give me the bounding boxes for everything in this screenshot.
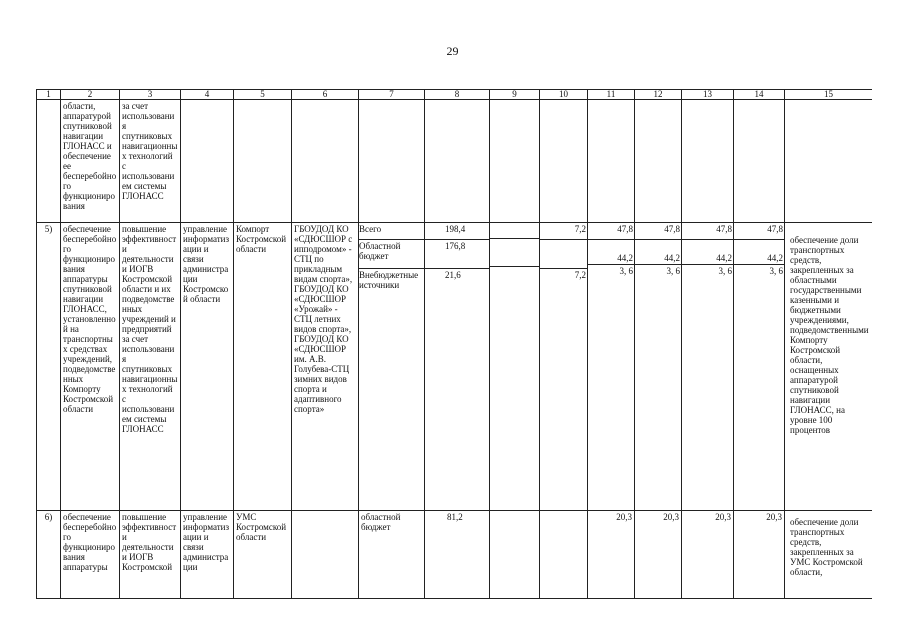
column-number: 11 (588, 90, 635, 100)
cell-result: обеспечение доли транспортных средств, закрепленных за УМС Костромской области, (785, 511, 873, 599)
value: 44,2 (682, 240, 734, 265)
value (540, 240, 588, 269)
column-number: 7 (359, 90, 425, 100)
cell-year (540, 100, 588, 223)
cell-year: 20,3 (635, 511, 682, 599)
row-number: 5) (37, 223, 61, 511)
cell-year (588, 100, 635, 223)
cell-total: 81,2 (425, 511, 490, 599)
value: 44,2 (635, 240, 682, 265)
column-number-row (37, 90, 873, 100)
cell-year-13 (682, 223, 734, 511)
cell-participant (234, 100, 292, 223)
cell-event: обеспечение бесперебойного функционирования аппаратуры (61, 511, 120, 599)
column-number: 6 (292, 90, 359, 100)
cell-participant: Компорт Костромской области (234, 223, 292, 511)
cell-total-split (425, 223, 490, 511)
column-number: 10 (540, 90, 588, 100)
cell-source (359, 100, 425, 223)
cell-goal: повышение эффективности деятельности и ИОГВ Костромской (120, 511, 181, 599)
cell-year: 20,3 (682, 511, 734, 599)
cell-result: обеспечение доли транспортных средств, закрепленных за областными государственными казенными и бюджетными учреждениями, подведомственными Компорту Костромской области, оснащенных аппаратурой спутниковой навигации ГЛОНАСС, на уровне 100 процентов (785, 223, 873, 511)
column-number: 9 (490, 90, 540, 100)
cell-source-split (359, 223, 425, 511)
cell-institution: ГБОУДОД КО «СДЮСШОР с ипподромом» - СТЦ по прикладным видам спорта», ГБОУДОД КО «СДЮСШОР «Урожай» - СТЦ летних видов спорта», ГБОУДОД КО «СДЮСШОР им. А.В. Голубева-СТЦ зимних видов спорта и адаптивного спорта» (292, 223, 359, 511)
value: 44,2 (734, 240, 785, 265)
source-all: Всего (359, 223, 425, 240)
cell-goal: повышение эффективности деятельности и ИОГВ Костромской области и их подведомственных учреждений и предприятий за счет использования спутниковых навигационных технологий с использованием системы ГЛОНАСС (120, 223, 181, 511)
column-number: 13 (682, 90, 734, 100)
cell-year (734, 100, 785, 223)
column-number: 1 (37, 90, 61, 100)
cell-result (785, 100, 873, 223)
value: 47,8 (734, 223, 785, 240)
cell-year-11 (588, 223, 635, 511)
table-row-6 (37, 511, 873, 599)
value: 7,2 (540, 223, 588, 240)
row-number: 6) (37, 511, 61, 599)
cell-year (635, 100, 682, 223)
cell-event: обеспечение бесперебойного функционирования аппаратуры спутниковой навигации ГЛОНАСС, установленной на транспортных средствах учреждений, подведомственных Компорту Костромской области (61, 223, 120, 511)
table-row-continuation (37, 100, 873, 223)
column-number: 4 (181, 90, 234, 100)
value: 44,2 (588, 240, 635, 265)
cell-executor: управление информатизации и связи администрации (181, 511, 234, 599)
cell-year (490, 100, 540, 223)
cell-year: 20,3 (588, 511, 635, 599)
column-number: 5 (234, 90, 292, 100)
cell-executor: управление информатизации и связи администрации Костромской области (181, 223, 234, 511)
column-number: 2 (61, 90, 120, 100)
cell-institution (292, 100, 359, 223)
total-all: 198,4 (425, 223, 490, 240)
cell-institution (292, 511, 359, 599)
value: 3, 6 (718, 266, 732, 276)
cell-event: области, аппаратурой спутниковой навигации ГЛОНАСС и обеспечение ее бесперебойного функционирования (61, 100, 120, 223)
column-number: 8 (425, 90, 490, 100)
cell-year: 20,3 (734, 511, 785, 599)
cell-year-10 (540, 223, 588, 511)
total-extrabudget: 21,6 (445, 270, 461, 280)
source-extrabudget: Внебюджетные источники (359, 270, 419, 290)
column-number: 15 (785, 90, 873, 100)
cell-source: областной бюджет (359, 511, 425, 599)
value: 3, 6 (769, 266, 783, 276)
cell-participant: УМС Костромской области (234, 511, 292, 599)
value: 47,8 (635, 223, 682, 240)
value: 3, 6 (619, 266, 633, 276)
cell-year-12 (635, 223, 682, 511)
value: 7,2 (574, 270, 586, 280)
cell-total (425, 100, 490, 223)
cell-num (37, 100, 61, 223)
total-regional: 176,8 (425, 240, 490, 269)
cell-year-9 (490, 223, 540, 511)
cell-year (540, 511, 588, 599)
page-number: 29 (446, 44, 459, 58)
column-number: 3 (120, 90, 181, 100)
cell-executor (181, 100, 234, 223)
value: 3, 6 (666, 266, 680, 276)
value: 47,8 (682, 223, 734, 240)
cell-year (490, 511, 540, 599)
column-number: 14 (734, 90, 785, 100)
program-table-container (36, 89, 872, 640)
value: 47,8 (588, 223, 635, 240)
table-row-5 (37, 223, 873, 511)
cell-goal: за счет использования спутниковых навигационных технологий с использованием системы ГЛОНАСС (120, 100, 181, 223)
source-regional: Областной бюджет (359, 240, 425, 269)
cell-year (682, 100, 734, 223)
column-number: 12 (635, 90, 682, 100)
cell-year-14 (734, 223, 785, 511)
program-table (36, 89, 872, 599)
